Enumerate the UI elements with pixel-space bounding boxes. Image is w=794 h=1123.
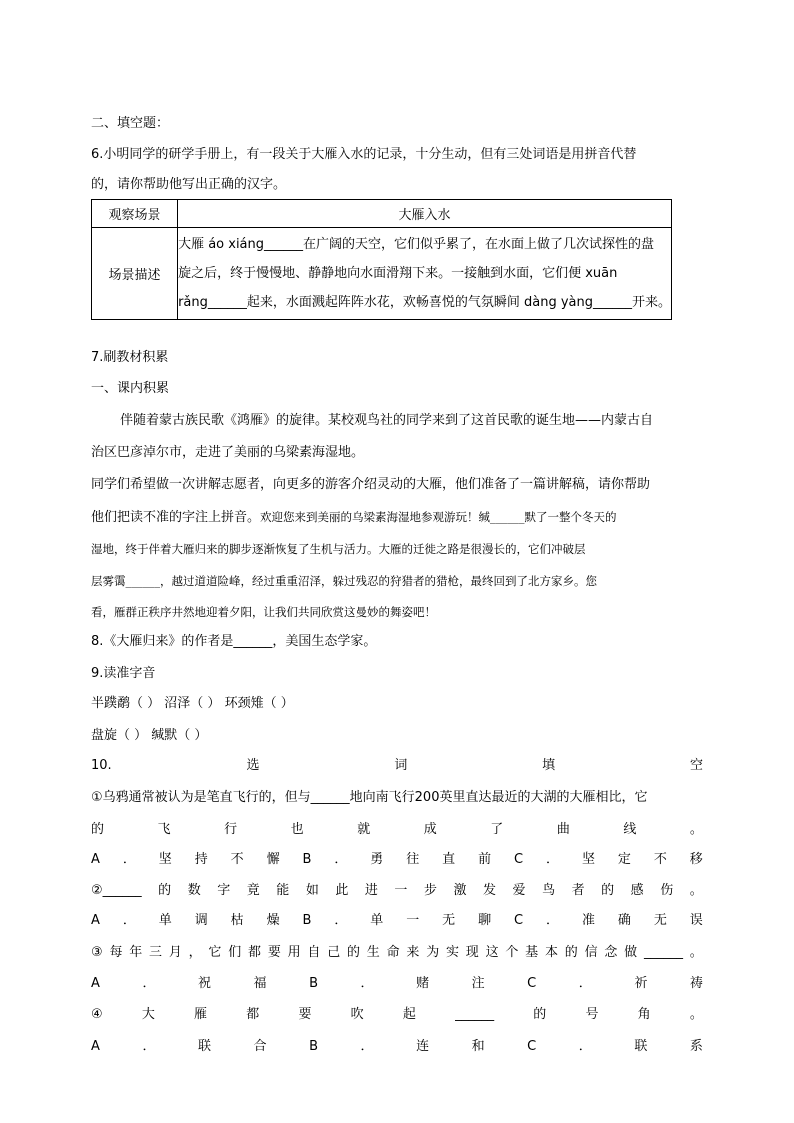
line-token: 祈 [634,976,648,991]
line-token: 勇 [370,852,384,867]
q7-para-4-passage: 欢迎您来到美丽的乌梁素海湿地参观游玩！缄______默了一整个冬天的 [260,510,617,524]
q9-item: 环颈雉（ ） [224,696,294,711]
line-token: 实 [445,945,459,960]
line-token: 持 [194,852,208,867]
line-token: 也 [290,822,304,837]
line-token: ． [546,913,560,928]
line-token: 的 [91,822,105,837]
q6-line-1: 6.小明同学的研学手册上，有一段关于大雁入水的记录，十分生动，但有三处词语是用拼音代替 [91,147,637,162]
line-token: 注 [471,976,485,991]
line-token: 的 [347,945,361,960]
q9-item: 盘旋（ ） [91,728,148,743]
line-token: 做 [624,945,638,960]
line-token: ． [122,852,136,867]
line-token: 连 [416,1039,430,1054]
line-token: 起 [402,1007,416,1022]
line-token: 聊 [478,913,492,928]
line-token: 用 [287,945,301,960]
line-token: 移 [689,852,703,867]
q10-title [91,757,703,775]
observation-table [91,199,672,320]
line-token: 激 [453,883,467,898]
line-token: 竟 [246,883,260,898]
line-token: 都 [246,1007,260,1022]
line-token: 此 [335,883,349,898]
q9-row-2 [91,727,703,745]
q7-para-2: 治区巴彦淖尔市，走进了美丽的乌梁素海湿地。 [91,445,365,460]
q9-row-1 [91,695,703,713]
line-token: 准 [581,913,595,928]
line-token: 步 [423,883,437,898]
line-token: 个 [505,945,519,960]
line-token: ③ [91,945,103,960]
line-token: 系 [689,1039,703,1054]
line-token: ． [334,913,348,928]
q7-para-4 [91,508,703,527]
line-token: 曲 [556,822,570,837]
line-token: 词 [394,758,408,773]
line-token: 吹 [350,1007,364,1022]
table-header-scene: 观察场景 [92,200,178,228]
q10-options-1 [91,851,703,869]
line-token: 己 [327,945,341,960]
line-token: 前 [478,852,492,867]
line-token: 祝 [197,976,211,991]
line-token: 不 [230,852,244,867]
line-token: 爱 [512,883,526,898]
line-token: 生 [366,945,380,960]
q9-title: 9.读准字音 [91,666,156,681]
line-token: 合 [253,1039,267,1054]
line-token: 行 [224,822,238,837]
line-token: ______ [643,945,683,960]
q8-line: 8.《大雁归来》的作者是______，美国生态学家。 [91,634,377,649]
line-token: 现 [465,945,479,960]
q10-line-4 [91,944,703,962]
line-token: ． [142,976,156,991]
line-token: 们 [228,945,242,960]
line-token: 大 [141,1007,155,1022]
q7-subtitle: 一、课内积累 [91,381,170,396]
q10-options-4 [91,1038,703,1056]
line-token: 的 [158,883,172,898]
line-token: 填 [542,758,556,773]
line-token: B [309,976,318,991]
line-token: ． [334,852,348,867]
line-token: 每 [109,945,123,960]
line-token: 能 [276,883,290,898]
line-token: 直 [442,852,456,867]
q10-options-2 [91,912,703,930]
line-token: 坚 [158,852,172,867]
line-token: ②______ [91,883,142,898]
line-token: 懈 [266,852,280,867]
line-token: 成 [423,822,437,837]
line-token: 单 [158,913,172,928]
line-token: 定 [617,852,631,867]
line-token: ， [188,945,202,960]
line-token: 。 [689,883,703,898]
line-token: ． [546,852,560,867]
line-token: 祷 [689,976,703,991]
line-token: 一 [406,913,420,928]
line-token: 信 [584,945,598,960]
line-token: ④ [91,1007,103,1022]
q9-item: 半蹼鹬（ ） [91,696,161,711]
q7-para-5: 湿地，终于伴着大雁归来的脚步逐渐恢复了生机与活力。大雁的迁徙之路是很漫长的，它们冲破层 [91,542,586,556]
line-token: 赌 [416,976,430,991]
q7-para-1: 伴随着蒙古族民歌《鸿雁》的旋律。某校观鸟社的同学来到了这首民歌的诞生地——内蒙古自 [120,413,654,428]
line-token: 要 [298,1007,312,1022]
line-token: 数 [187,883,201,898]
q7-para-3: 同学们希望做一次讲解志愿者，向更多的游客介绍灵动的大雁，他们准备了一篇讲解稿，请你帮助 [91,477,651,492]
line-token: 调 [194,913,208,928]
line-token: 进 [364,883,378,898]
desc-line-2: 旋之后，终于慢慢地、静静地向水面滑翔下来。一接触到水面，它们便 xuān [178,266,618,281]
line-token: A [91,852,100,867]
line-token: 基 [525,945,539,960]
line-token: 这 [485,945,499,960]
line-token: 了 [490,822,504,837]
line-token: 无 [442,913,456,928]
line-token: 误 [689,913,703,928]
line-token: 空 [689,758,703,773]
line-token: 的 [533,1007,547,1022]
line-token: 要 [267,945,281,960]
line-token: C [514,913,524,928]
line-token: 一 [394,883,408,898]
line-token: 。 [689,945,703,960]
table-row-label: 场景描述 [92,228,178,320]
line-token: 字 [217,883,231,898]
line-token: 线 [623,822,637,837]
section-title: 二、填空题： [91,116,170,131]
line-token: C [527,976,537,991]
line-token: 燥 [266,913,280,928]
line-token: 不 [653,852,667,867]
line-token: 和 [471,1039,485,1054]
line-token: 发 [483,883,497,898]
line-token: 伤 [660,883,674,898]
line-token: 确 [617,913,631,928]
line-token: ． [360,976,374,991]
line-token: 鸟 [542,883,556,898]
line-token: 往 [406,852,420,867]
line-token: 的 [564,945,578,960]
line-token: 飞 [157,822,171,837]
q6-line-2: 的，请你帮助他写出正确的汉字。 [91,177,287,192]
line-token: 者 [571,883,585,898]
line-token: A [91,913,100,928]
line-token: ______ [455,1007,495,1022]
line-token: 坚 [581,852,595,867]
q7-para-7: 看，雁群正秩序井然地迎着夕阳，让我们共同欣赏这曼妙的舞姿吧！ [91,605,436,619]
line-token: 自 [307,945,321,960]
q7-para-6: 层雾霭______，越过道道险峰，经过重重沼泽，躲过残忍的狩猎者的猎枪，最终回到了北方家乡。您 [91,574,597,588]
line-token: B [302,852,312,867]
line-token: 雁 [194,1007,208,1022]
line-token: ． [142,1039,156,1054]
line-token: ． [360,1039,374,1054]
line-token: 来 [406,945,420,960]
line-token: 10. [91,758,112,773]
line-token: A [91,976,100,991]
line-token: 月 [168,945,182,960]
table-header-title: 大雁入水 [178,200,672,228]
q9-item: 缄默（ ） [151,728,208,743]
line-token: 号 [585,1007,599,1022]
q10-line-5 [91,1006,703,1024]
line-token: 三 [149,945,163,960]
line-token: 念 [604,945,618,960]
q7-para-4-instruction: 他们把读不准的字注上拼音。 [91,510,261,525]
line-token: 就 [357,822,371,837]
line-token: 如 [305,883,319,898]
q10-line-2 [91,821,703,839]
table-description [178,228,672,320]
line-token: 选 [246,758,260,773]
line-token: 福 [253,976,267,991]
line-token: 它 [208,945,222,960]
line-token: ． [578,1039,592,1054]
line-token: 。 [689,1007,703,1022]
q10-line-3 [91,882,703,900]
q9-item: 沼泽（ ） [164,696,221,711]
line-token: 的 [601,883,615,898]
line-token: ． [578,976,592,991]
line-token: ． [122,913,136,928]
desc-line-3: rǎng______起来，水面溅起阵阵水花，欢畅喜悦的气氛瞬间 dàng yàng______开来。 [178,295,671,310]
q10-options-3 [91,975,703,993]
q10-line-1: ①乌鸦通常被认为是笔直飞行的，但与______地向南飞行200英里直达最近的大湖的大雁相比，它 [91,790,648,805]
line-token: 联 [634,1039,648,1054]
line-token: 感 [630,883,644,898]
line-token: 本 [544,945,558,960]
q7-title: 7.刷教材积累 [91,350,169,365]
line-token: 。 [689,822,703,837]
line-token: 单 [370,913,384,928]
line-token: A [91,1039,100,1054]
line-token: 无 [653,913,667,928]
line-token: 枯 [230,913,244,928]
line-token: 命 [386,945,400,960]
line-token: C [514,852,524,867]
line-token: 角 [637,1007,651,1022]
line-token: 年 [129,945,143,960]
line-token: 为 [426,945,440,960]
line-token: 都 [248,945,262,960]
desc-line-1: 大雁 áo xiáng______在广阔的天空，它们似乎累了，在水面上做了几次试探性的盘 [178,237,655,252]
line-token: B [302,913,312,928]
line-token: B [309,1039,318,1054]
line-token: 联 [197,1039,211,1054]
line-token: C [527,1039,537,1054]
